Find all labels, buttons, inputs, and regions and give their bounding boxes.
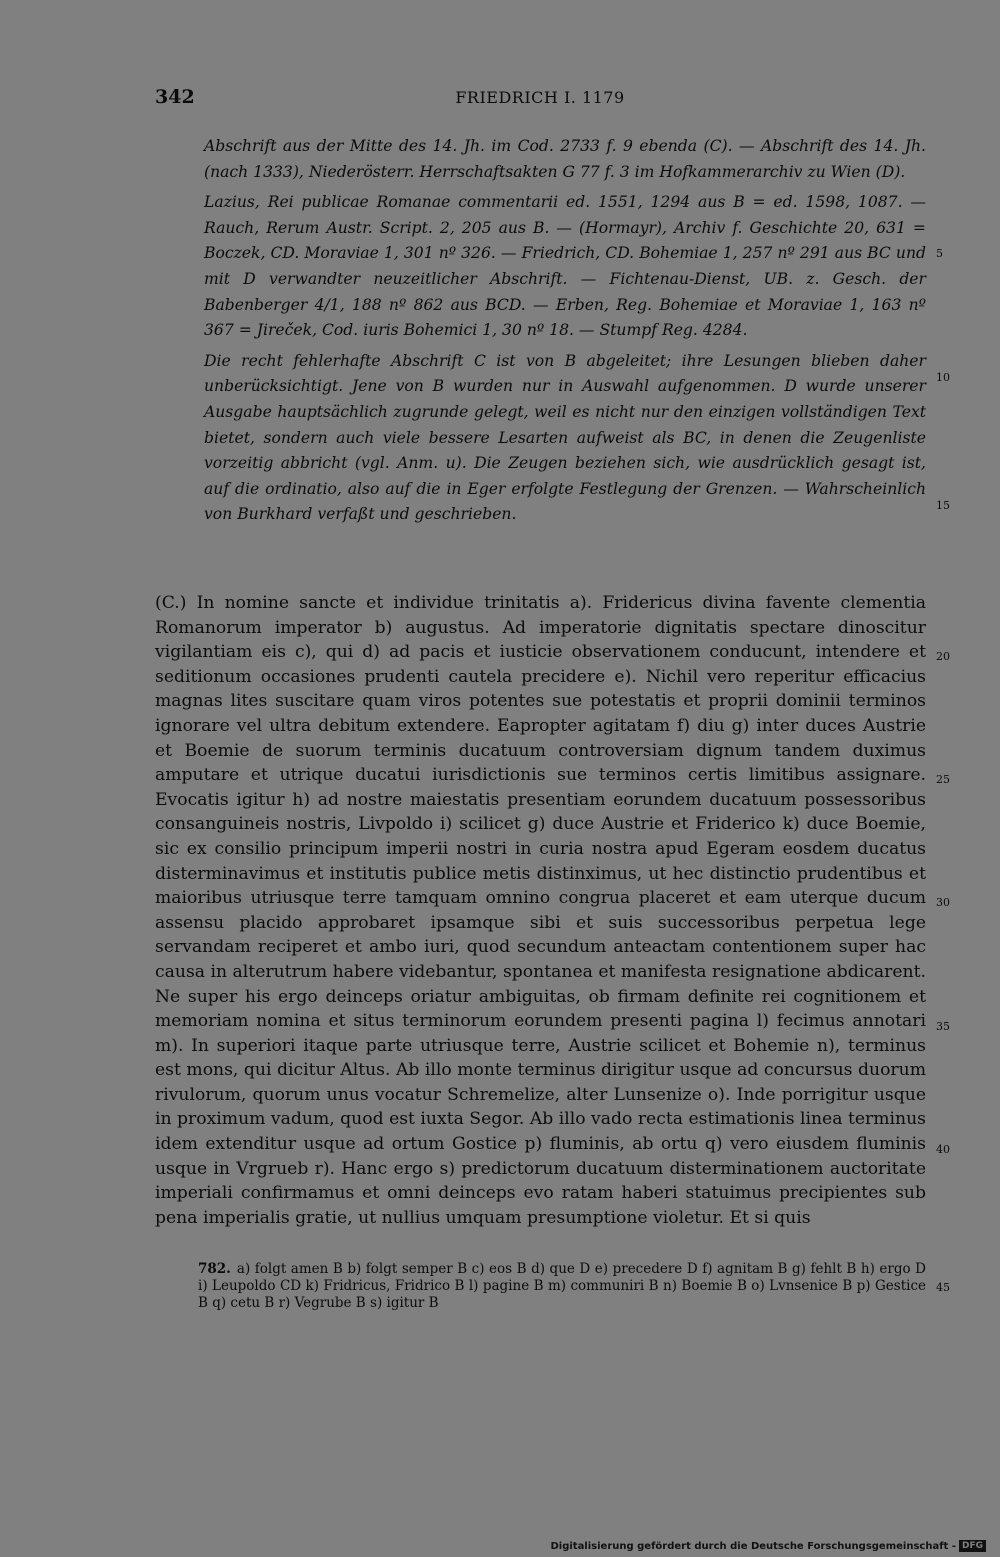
intro-paragraph: Lazius, Rei publicae Romanae commentarii ed. 1551, 1294 aus B = ed. 1598, 1087. — Rauch, Rerum Austr. Script. 2, 205 aus B. — (Hormayr), Archiv f. Geschichte 20, 631 = Boczek, CD. Moraviae 1, 301 nº 326. — Friedrich, CD. Bohemiae 1, 257 nº 291 aus BC und mit D verwandter neuzeitlicher Abschrift. — Fichtenau-Dienst, UB. z. Gesch. der Babenberger 4/1, 188 nº 862 aus BCD. — Erben, Reg. Bohemiae et Moraviae 1, 163 nº 367 = Jireček, Cod. iuris Bohemici 1, 30 nº 18. — Stumpf Reg. 4284. (204, 193, 926, 340)
critical-apparatus (198, 1261, 926, 1313)
line-number: 5 (936, 247, 943, 260)
page-header (155, 86, 925, 112)
line-number: 30 (936, 896, 950, 909)
footnote-text: a) folgt amen B b) folgt semper B c) eos B d) que D e) precedere D f) agnitam B g) fehlt B h) ergo D i) Leupoldo CD k) Fridricus, Fridrico B l) pagine B m) communiri B n) Boemie B o) Lvnsenice B p) Gestice B q) cetu B r) Vegrube B s) igitur B (198, 1261, 926, 1312)
digitization-footer (550, 1538, 986, 1554)
document-number: 782. (198, 1261, 231, 1277)
line-number: 15 (936, 499, 950, 512)
line-number: 25 (936, 773, 950, 786)
line-number: 10 (936, 371, 950, 384)
line-number: 40 (936, 1143, 950, 1156)
intro-paragraph: Die recht fehlerhafte Abschrift C ist von B abgeleitet; ihre Lesungen blieben daher unberücksichtigt. Jene von B wurden nur in Auswahl aufgenommen. D wurde unserer Ausgabe hauptsächlich zugrunde gelegt, weil es nicht nur den einzigen vollständigen Text bietet, sondern auch viele bessere Lesarten aufweist als BC, in denen die Zeugenliste vorzeitig abbricht (vgl. Anm. u). Die Zeugen beziehen sich, wie ausdrücklich gesagt ist, auf die ordinatio, also auf die in Eger erfolgte Festlegung der Grenzen. — Wahrscheinlich von Burkhard verfaßt und geschrieben. (204, 351, 926, 524)
digitization-credit: Digitalisierung gefördert durch die Deutsche Forschungsgemeinschaft - (550, 1540, 956, 1552)
page-number: 342 (155, 86, 195, 108)
charter-text (155, 591, 926, 1230)
line-number: 35 (936, 1020, 950, 1033)
charter-paragraph: (C.) In nomine sancte et individue trinitatis a). Fridericus divina favente clementia Romanorum imperator b) augustus. Ad imperatorie dignitatis spectare dinoscitur vigilantiam eis c), qui d) ad pacis et iusticie observationem conducunt, intendere et seditionum occasiones prudenti cautela precidere e). Nichil vero reperitur efficacius magnas lites suscitare quam viros potentes sue potestatis et proprii dominii terminos ignorare vel ultra debitum extendere. Eapropter agitatam f) diu g) inter duces Austrie et Boemie de suorum terminis ducatuum controversiam dignum tandem duximus amputare et utrique ducatui iurisdictionis sue terminos certis limitibus assignare. Evocatis igitur h) ad nostre maiestatis presentiam eorundem ducatuum possessoribus consanguineis nostris, Livpoldo i) scilicet g) duce Austrie et Friderico k) duce Boemie, sic ex consilio principum imperii nostri in curia nostra apud Egeram eosdem ducatus disterminavimus et institutis publice metis distinximus, ut hec distinctio prudentibus et maioribus utriusque terre tamquam omnino congrua placeret et eam uterque ducum assensu placido approbaret ipsamque sibi et suis successoribus perpetua lege servandam reciperet et ambo iuri, quod secundum anteactam contentionem super hac causa in alterutrum habere videbantur, spontanea et manifesta resignatione abdicarent. Ne super his ergo deinceps oriatur ambiguitas, ob firmam definite rei cognitionem et memoriam nomina et situs terminorum eorundem presenti pagina l) fecimus annotari m). In superiori itaque parte utriusque terre, Austrie scilicet et Bohemie n), terminus est mons, qui dicitur Altus. Ab illo monte terminus dirigitur usque ad concursus duorum rivulorum, quorum unus vocatur Schremelize, alter Lunsenize o). Inde porrigitur usque in proximum vadum, quod est iuxta Segor. Ab illo vado recta estimationis linea terminus idem extenditur usque ad ortum Gostice p) fluminis, ab ortu q) vero eiusdem fluminis usque in Vrgrueb r). Hanc ergo s) predictorum ducatuum disterminationem auctoritate imperiali confirmamus et omni deinceps evo ratam haberi statuimus precipientes sub pena imperialis gratie, ut nullius umquam presumptione violetur. Et si quis (155, 593, 926, 1228)
footnote-block (198, 1261, 926, 1313)
source-description (204, 134, 926, 533)
dfg-logo: DFG (959, 1540, 986, 1552)
intro-paragraph: Abschrift aus der Mitte des 14. Jh. im Cod. 2733 f. 9 ebenda (C). — Abschrift des 14. Jh. (nach 1333), Niederösterr. Herrschaftsakten G 77 f. 3 im Hofkammerarchiv zu Wien (D). (204, 137, 926, 181)
margin-line-numbers (936, 0, 966, 1557)
running-title: FRIEDRICH I. 1179 (455, 88, 625, 107)
line-number: 20 (936, 650, 950, 663)
line-number: 45 (936, 1281, 950, 1294)
